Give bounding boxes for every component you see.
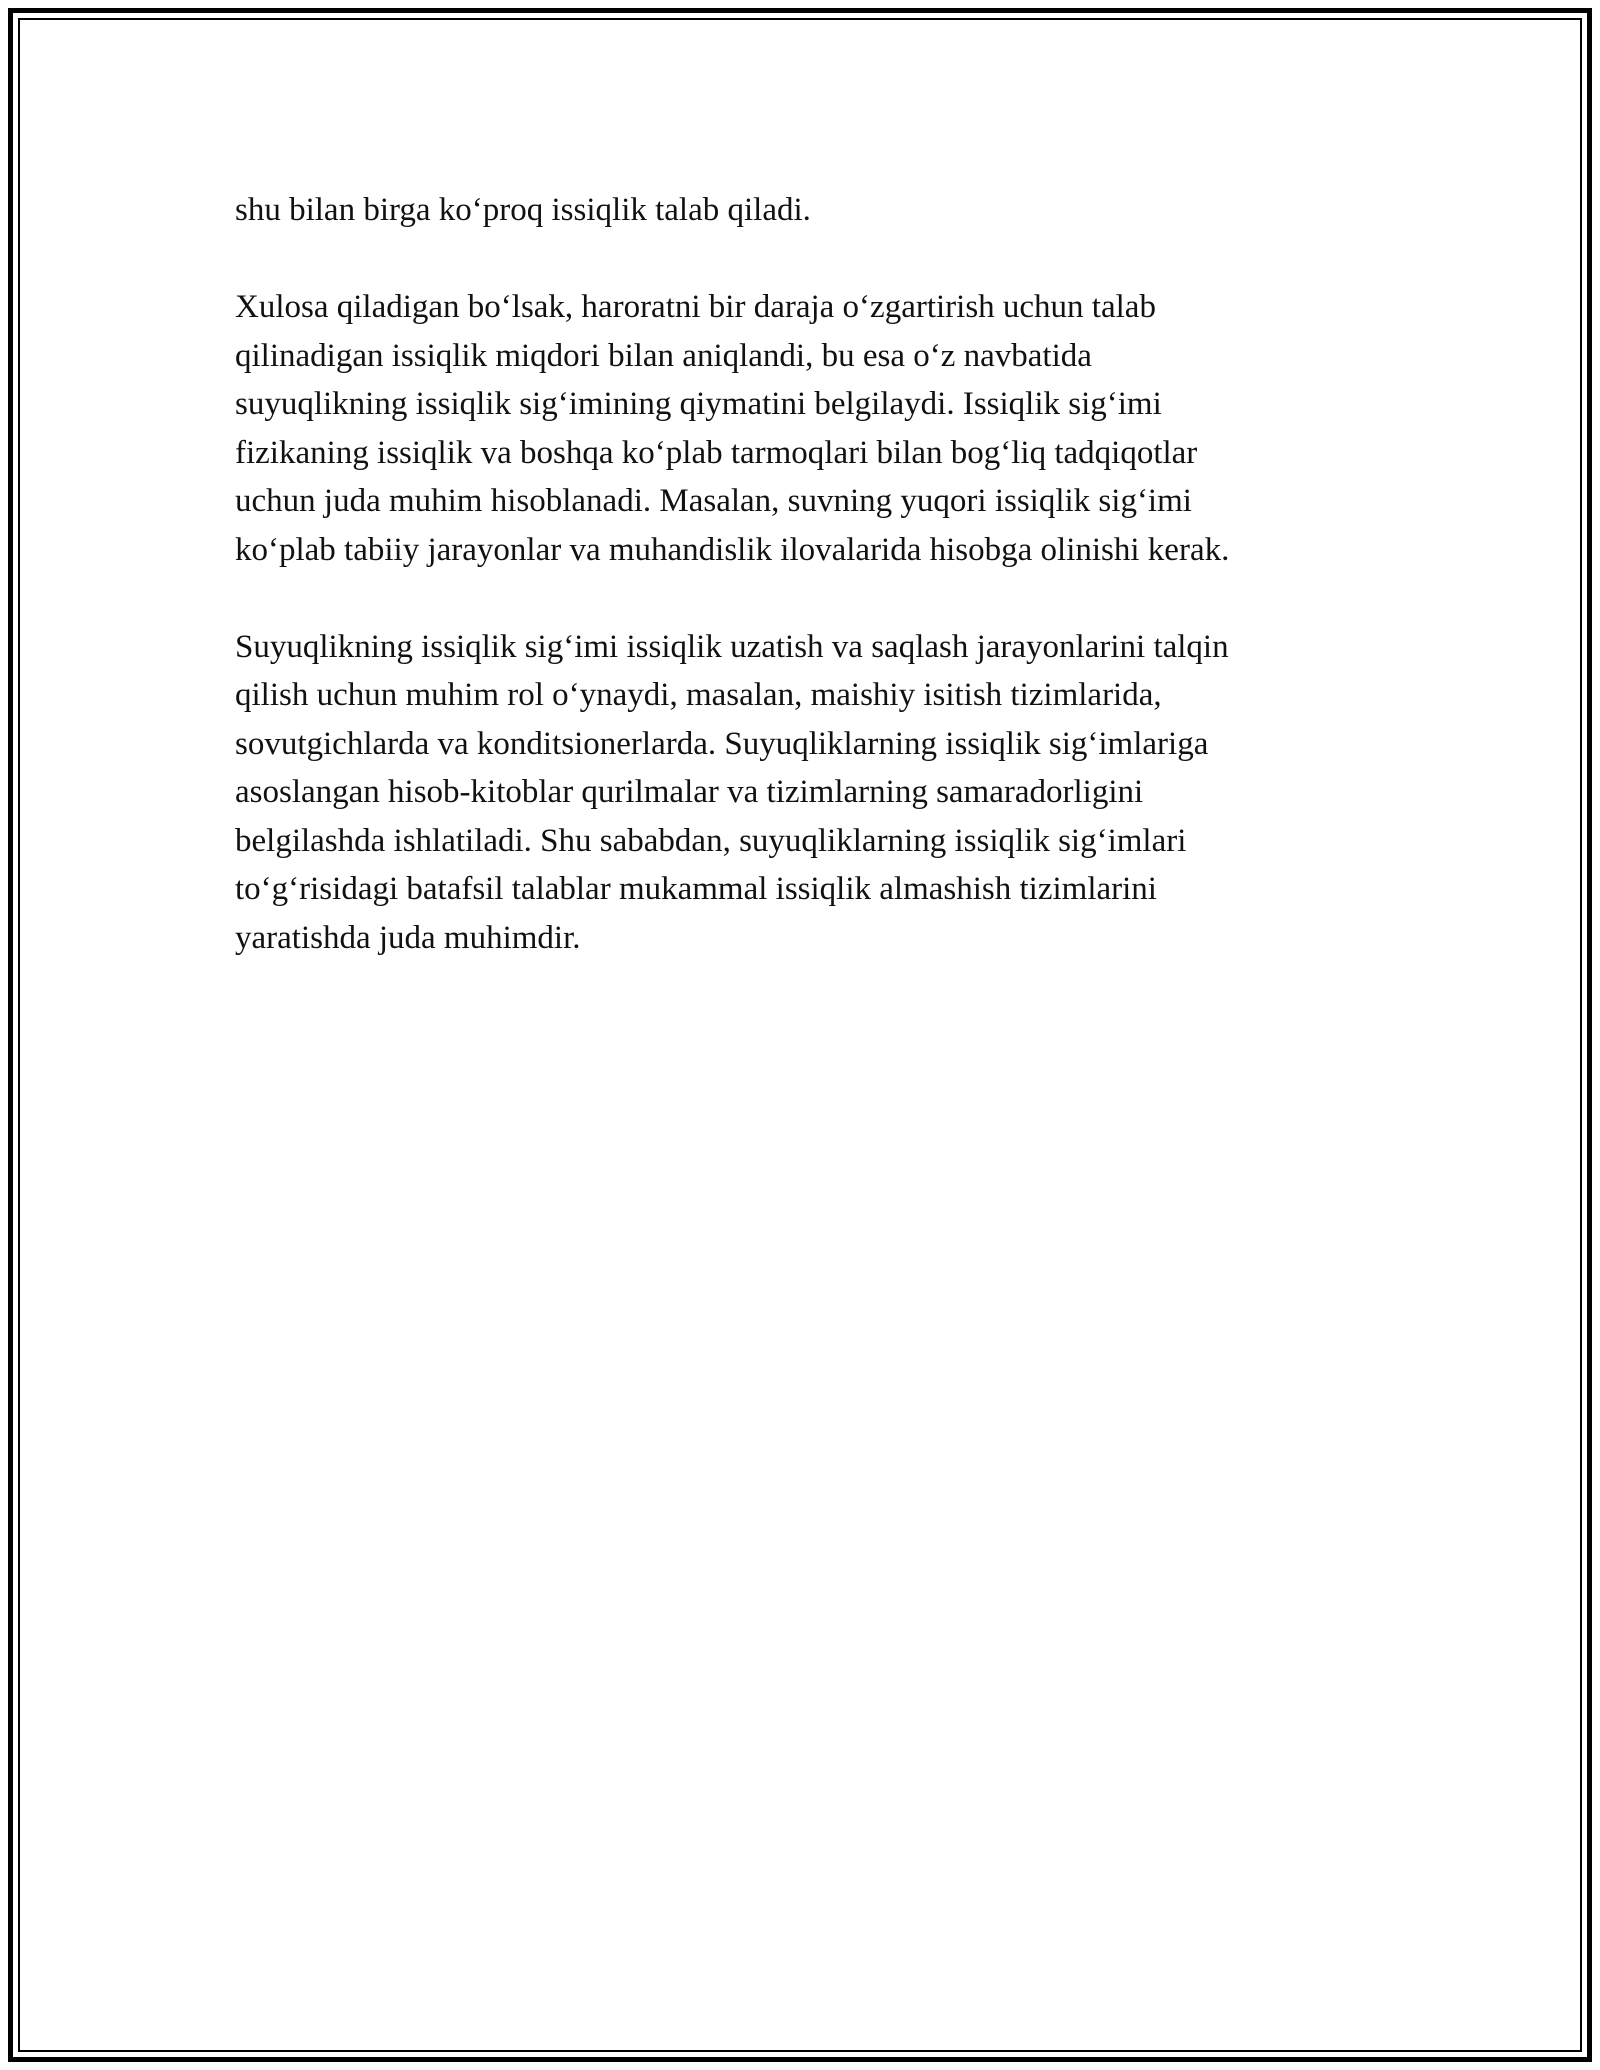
text-line: belgilashda ishlatiladi. Shu sababdan, suyuqliklarning issiqlik sig‘imlari (235, 822, 1187, 859)
text-line: to‘g‘risidagi batafsil talablar mukammal issiqlik almashish tizimlarini (235, 871, 1157, 907)
text-line: asoslangan hisob-kitoblar qurilmalar va tizimlarning samaradorligini (235, 774, 1144, 810)
document-body (235, 186, 1385, 1011)
text-line: yaratishda juda muhimdir. (235, 919, 581, 956)
paragraph-2 (235, 283, 1385, 574)
text-line: qilinadigan issiqlik miqdori bilan aniqlandi, bu esa o‘z navbatida (235, 337, 1092, 374)
text-line: shu bilan birga ko‘proq issiqlik talab qiladi. (235, 192, 811, 228)
text-line: Suyuqlikning issiqlik sig‘imi issiqlik uzatish va saqlash jarayonlarini talqin (235, 628, 1229, 665)
text-line: fizikaning issiqlik va boshqa ko‘plab tarmoqlari bilan bog‘liq tadqiqotlar (235, 434, 1198, 471)
text-line: suyuqlikning issiqlik sig‘imining qiymatini belgilaydi. Issiqlik sig‘imi (235, 386, 1162, 422)
text-line: ko‘plab tabiiy jarayonlar va muhandislik ilovalarida hisobga olinishi kerak. (235, 531, 1230, 568)
paragraph-3 (235, 623, 1385, 963)
text-line: qilish uchun muhim rol o‘ynaydi, masalan, maishiy isitish tizimlarida, (235, 677, 1162, 713)
paragraph-1 (235, 186, 1385, 235)
text-line: sovutgichlarda va konditsionerlarda. Suyuqliklarning issiqlik sig‘imlariga (235, 725, 1209, 762)
text-line: uchun juda muhim hisoblanadi. Masalan, suvning yuqori issiqlik sig‘imi (235, 483, 1192, 519)
text-line: Xulosa qiladigan bo‘lsak, haroratni bir daraja o‘zgartirish uchun talab (235, 289, 1156, 325)
